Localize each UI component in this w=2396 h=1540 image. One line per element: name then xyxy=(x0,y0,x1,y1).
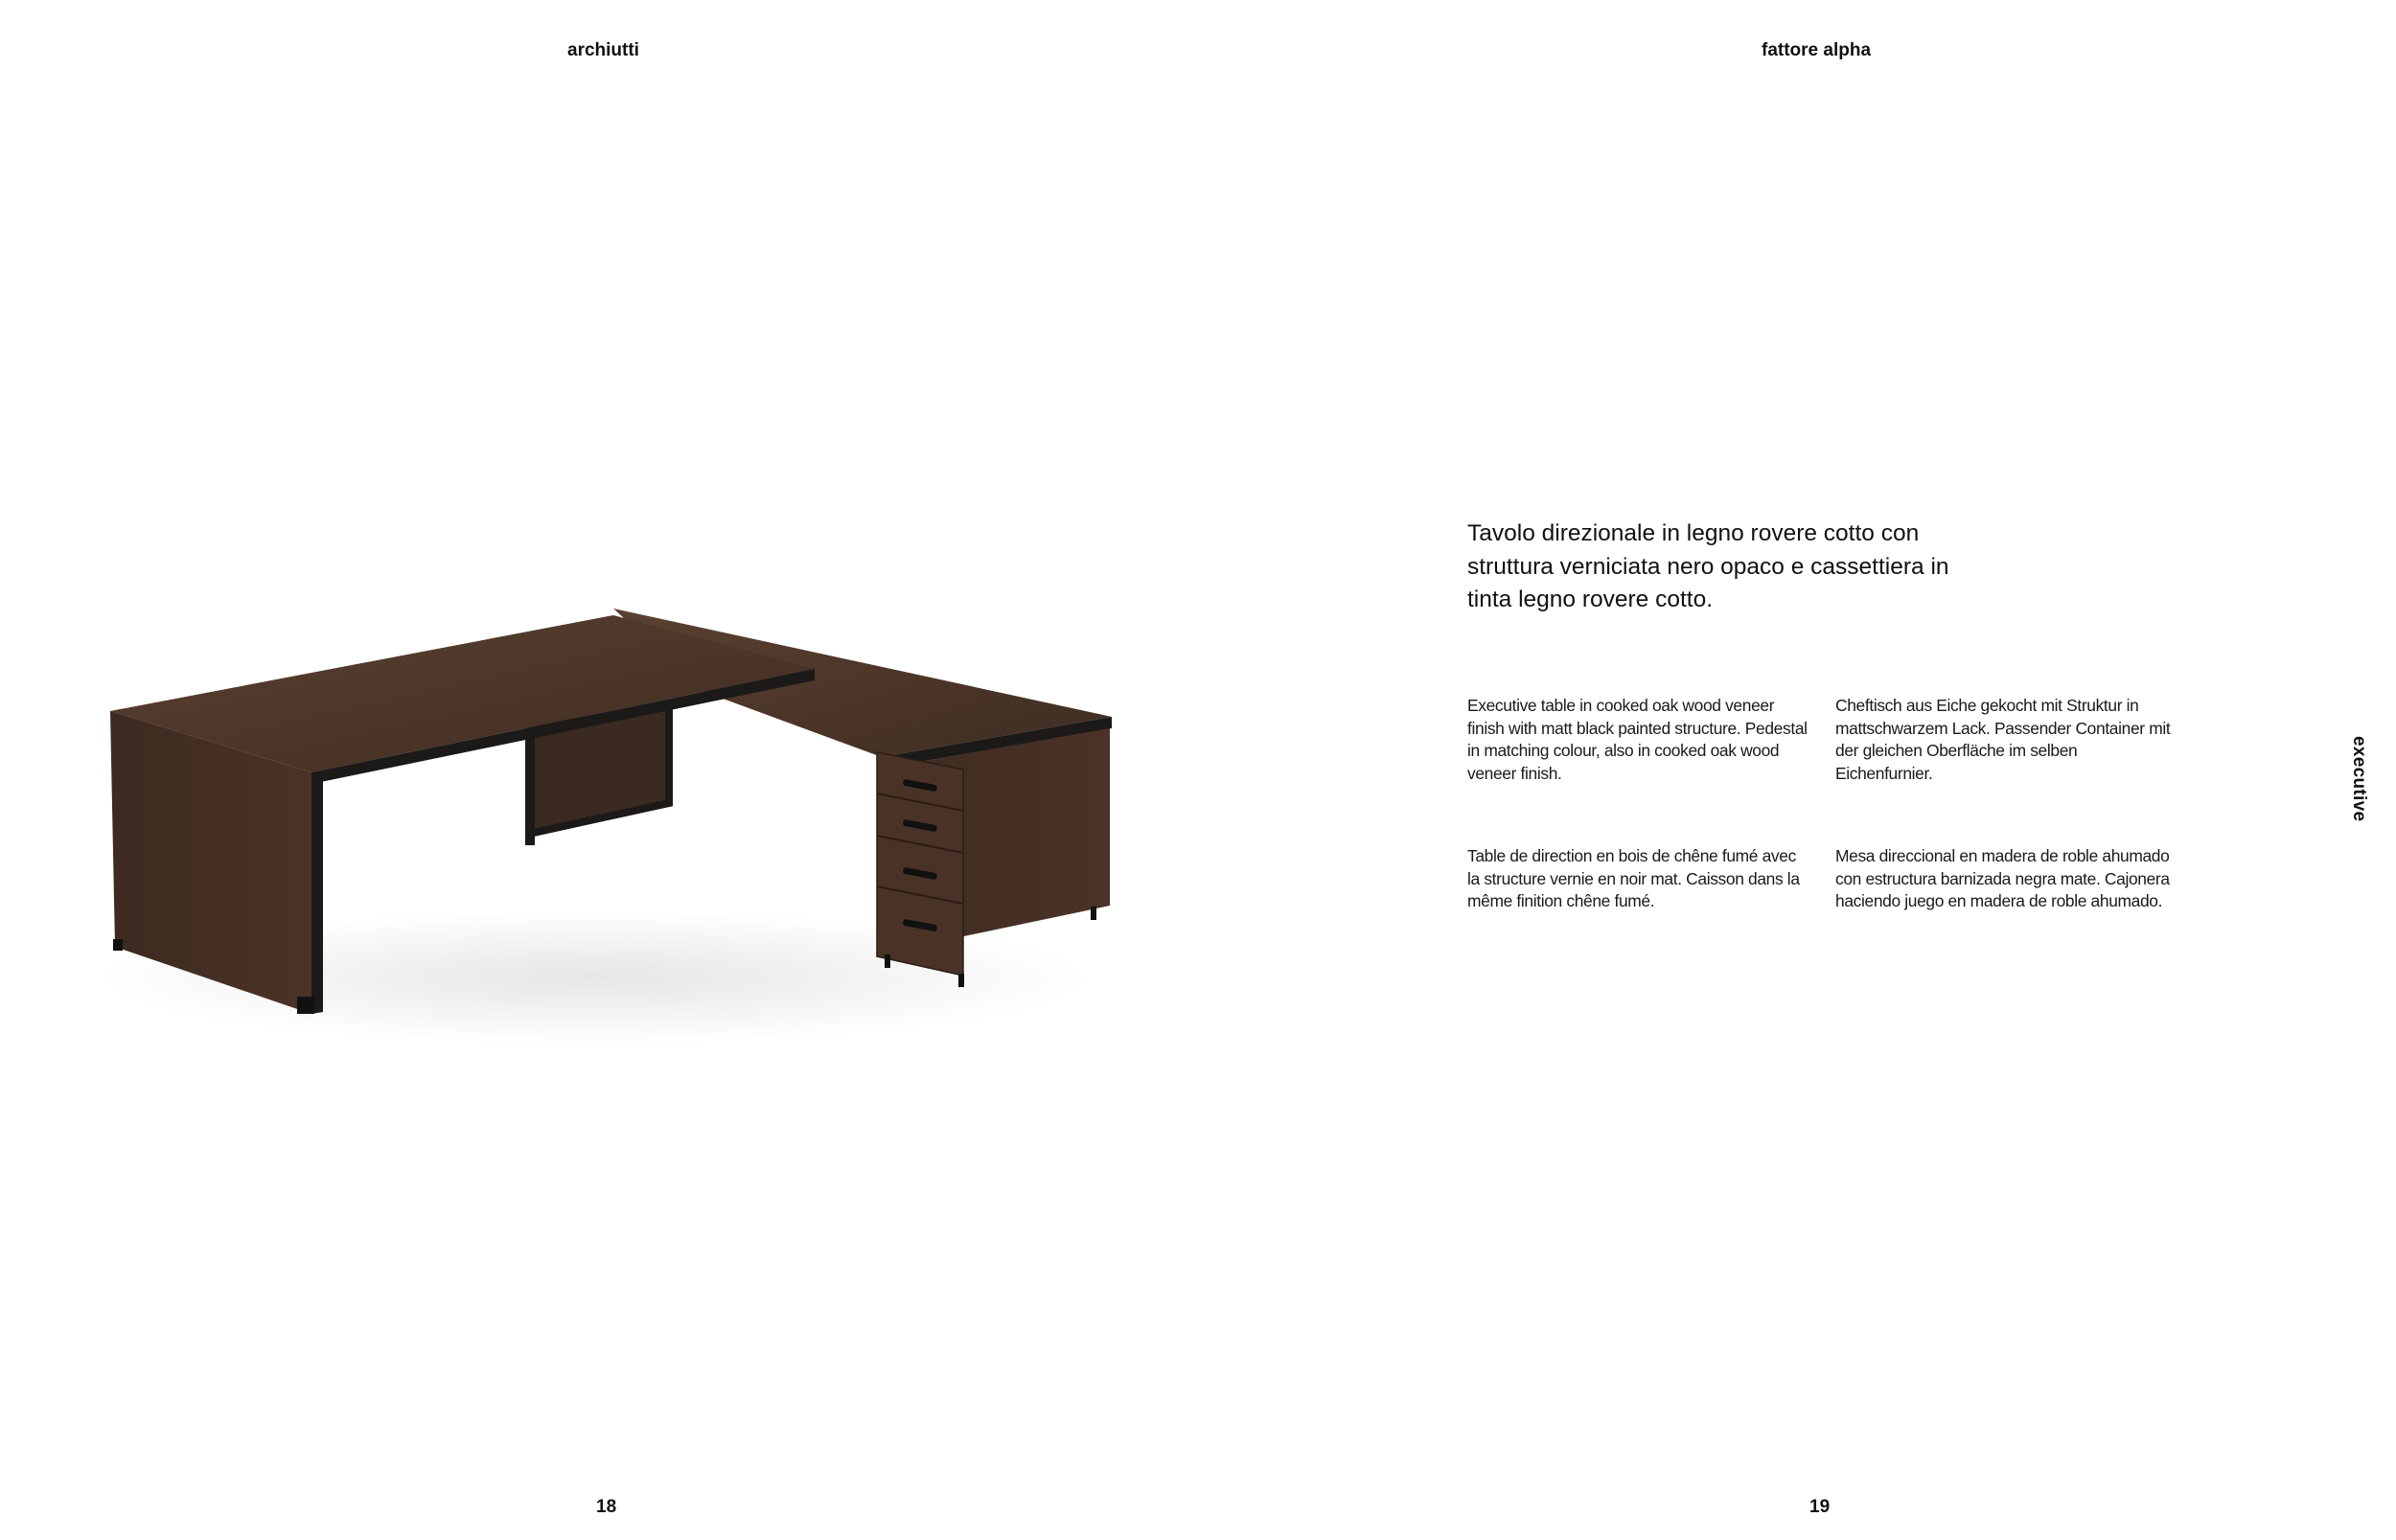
italian-intro: Tavolo direzionale in legno rovere cotto con struttura verniciata nero opaco e cassettiera in tinta legno rovere cotto. xyxy=(1467,520,1949,612)
description-english: Executive table in cooked oak wood veneer finish with matt black painted structure. Pedestal in matching colour, also in cooked oak wood veneer finish. xyxy=(1467,696,1808,783)
brand-header: archiutti xyxy=(567,40,639,60)
description-spanish: Mesa direccional en madera de roble ahumado con estructura barnizada negra mate. Cajonera haciendo juego en madera de roble ahumado. xyxy=(1835,846,2170,910)
page-number-right: 19 xyxy=(1809,1497,1831,1517)
description-french: Table de direction en bois de chêne fumé avec la structure vernie en noir mat. Caisson dans la même finition chêne fumé. xyxy=(1467,846,1800,910)
executive-desk-image xyxy=(96,594,1140,1045)
section-label: executive xyxy=(2349,736,2369,822)
page-number-left: 18 xyxy=(596,1497,617,1517)
description-german: Cheftisch aus Eiche gekocht mit Struktur in mattschwarzem Lack. Passender Container mit der gleichen Oberfläche im selben Eichenfurnier. xyxy=(1835,696,2171,783)
collection-title: fattore alpha xyxy=(1762,40,1872,60)
